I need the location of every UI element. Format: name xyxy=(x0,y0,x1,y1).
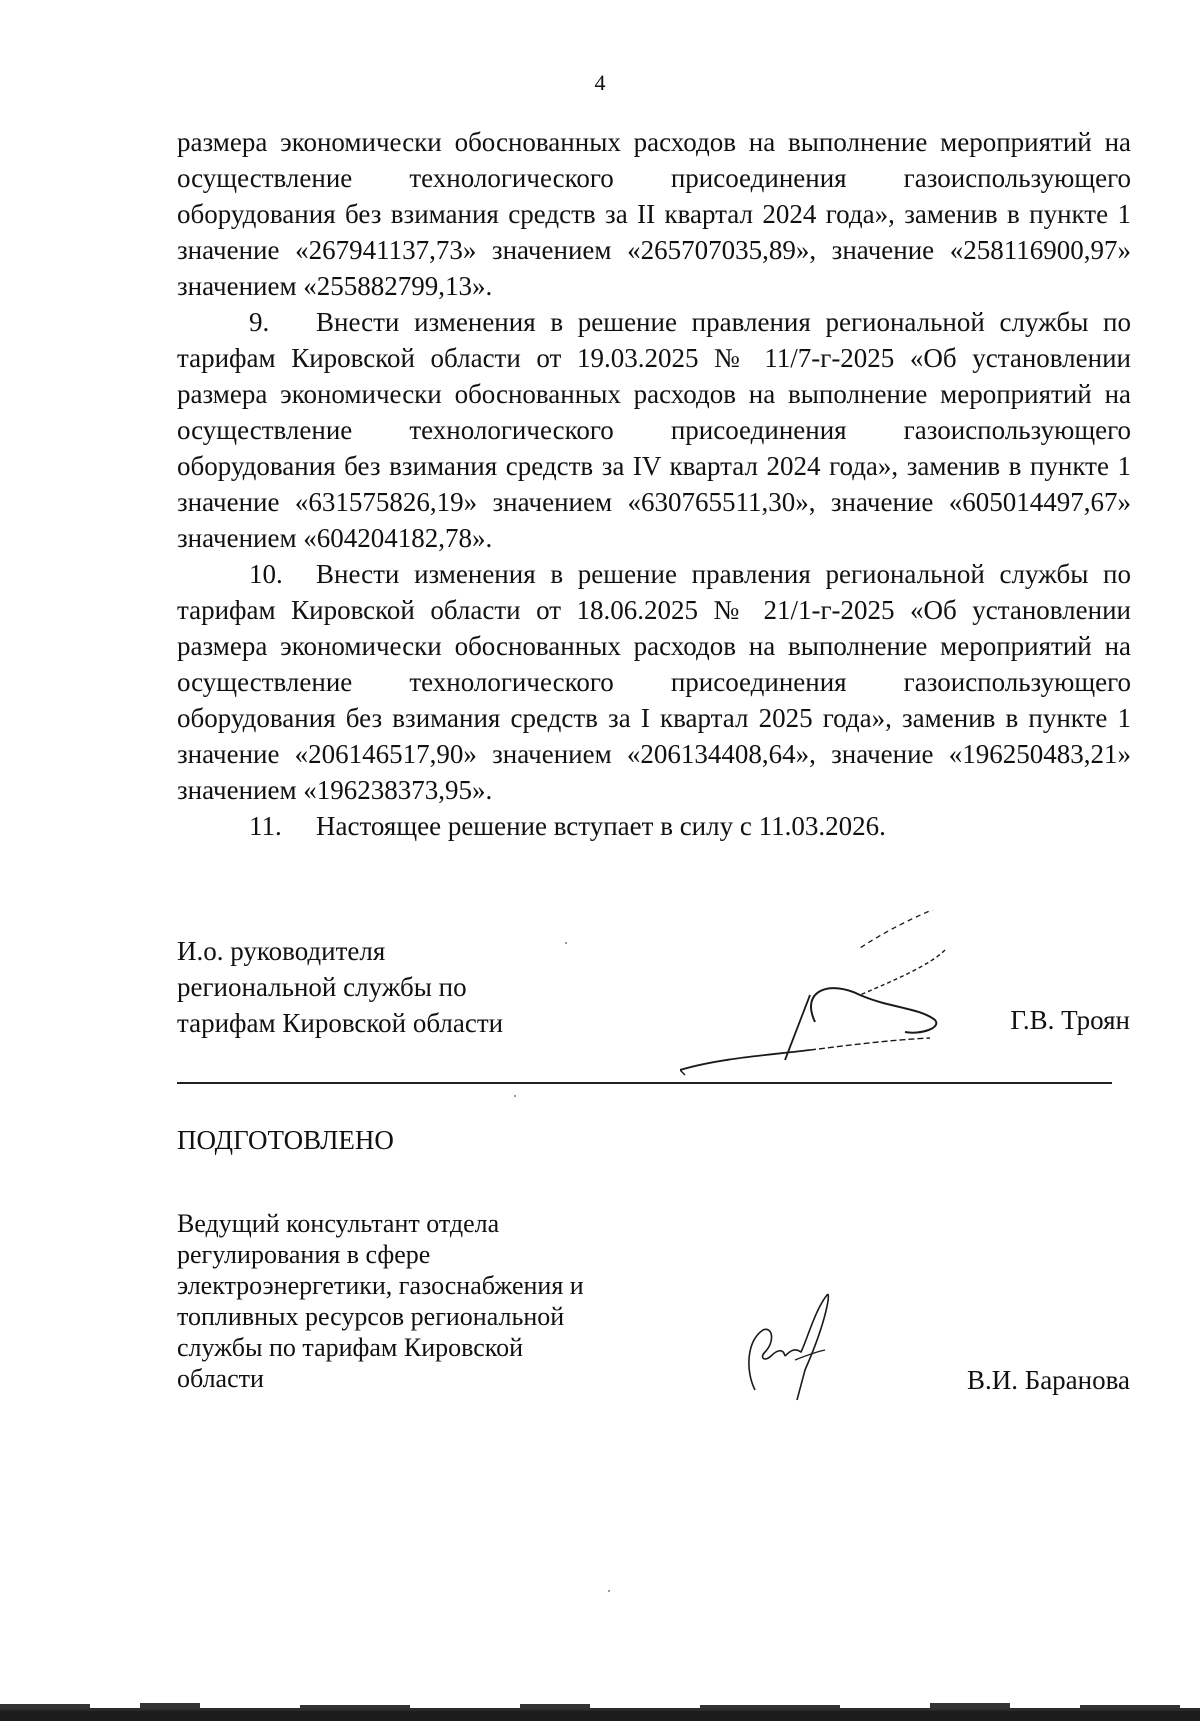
paragraph-11-text: Настоящее решение вступает в силу с 11.03.2026. xyxy=(316,811,886,841)
preparer-title-line-5: службы по тарифам Кировской xyxy=(177,1333,524,1362)
scan-speck xyxy=(514,1095,516,1097)
preparer-title-line-3: электроэнергетики, газоснабжения и xyxy=(177,1271,584,1300)
paragraph-9 xyxy=(177,304,1131,556)
paragraph-9-text: Внести изменения в решение правления региональной службы по тарифам Кировской области от 19.03.2025 № 11/7-г-2025 «Об установлении размера экономически обоснованных расходов на выполнение мероприятий на осуществление технологического присоединения газоиспользующего оборудования без взимания средств за IV квартал 2024 года», заменив в пункте 1 значение «631575826,19» значением «630765511,30», значение «605014497,67» значением «604204182,78». xyxy=(177,307,1131,553)
preparer-title-line-6: области xyxy=(177,1364,264,1393)
signatory-name: Г.В. Троян xyxy=(1010,1005,1130,1035)
signature-troyan-icon xyxy=(680,910,960,1080)
scan-speck xyxy=(608,1590,610,1592)
signatory-title xyxy=(177,933,503,1041)
paragraph-9-number: 9. xyxy=(249,307,270,337)
paragraph-10-number: 10. xyxy=(249,559,283,589)
paragraph-11 xyxy=(177,808,1131,844)
signature-baranova-icon xyxy=(735,1290,845,1410)
paragraph-10 xyxy=(177,556,1131,808)
scan-edge-artifact xyxy=(0,1700,1200,1721)
signatory-title-line-1: И.о. руководителя xyxy=(177,936,386,966)
preparer-title xyxy=(177,1208,584,1394)
preparer-title-line-4: топливных ресурсов региональной xyxy=(177,1302,565,1331)
preparer-title-line-2: регулирования в сфере xyxy=(177,1240,431,1269)
preparer-title-line-1: Ведущий консультант отдела xyxy=(177,1209,500,1238)
preparer-name: В.И. Баранова xyxy=(966,1365,1130,1395)
prepared-heading: ПОДГОТОВЛЕНО xyxy=(177,1125,394,1155)
paragraph-10-text: Внести изменения в решение правления региональной службы по тарифам Кировской области от 18.06.2025 № 21/1-г-2025 «Об установлении размера экономически обоснованных расходов на выполнение мероприятий на осуществление технологического присоединения газоиспользующего оборудования без взимания средств за I квартал 2025 года», заменив в пункте 1 значение «206146517,90» значением «206134408,64», значение «196250483,21» значением «196238373,95». xyxy=(177,559,1131,805)
paragraph-8-continuation: размера экономически обоснованных расходов на выполнение мероприятий на осуществление технологического присоединения газоиспользующего оборудования без взимания средств за II квартал 2024 года», заменив в пункте 1 значение «267941137,73» значением «265707035,89», значение «258116900,97» значением «255882799,13». xyxy=(177,127,1131,301)
signatory-title-line-2: региональной службы по xyxy=(177,972,467,1002)
document-body xyxy=(177,124,1131,844)
page-number: 4 xyxy=(594,70,606,95)
paragraph-11-number: 11. xyxy=(249,811,282,841)
scan-speck xyxy=(565,942,567,944)
signatory-title-line-3: тарифам Кировской области xyxy=(177,1008,504,1038)
divider-line xyxy=(177,1082,1112,1084)
